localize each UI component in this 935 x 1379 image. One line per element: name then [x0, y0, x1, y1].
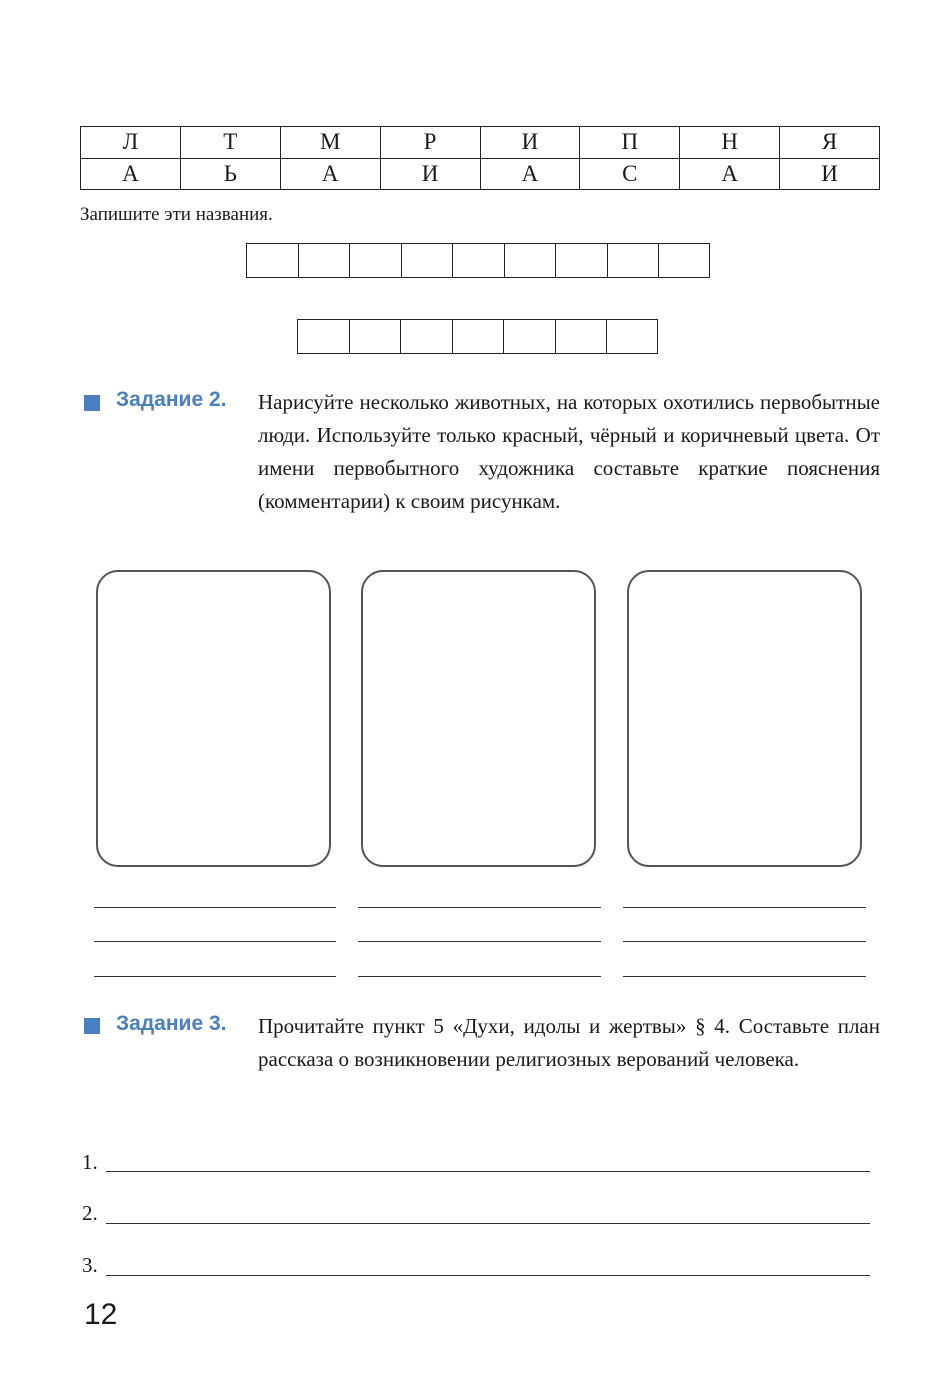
letter-grid-row-1: [81, 127, 880, 159]
letter-cell: И: [380, 158, 480, 190]
task2-text: Нарисуйте несколько животных, на которых охотились первобытные люди. Используйте только красный, чёрный и коричневый цвета. От имени первобытного художника составьте краткие пояснения (комментарии) к своим рисункам.: [258, 390, 880, 513]
answer-cell[interactable]: [349, 319, 401, 354]
caption-answer-line[interactable]: [358, 976, 601, 977]
caption-answer-line[interactable]: [358, 941, 601, 942]
answer-row-1: [246, 243, 710, 278]
caption-answer-line[interactable]: [358, 907, 601, 908]
task3-text: Прочитайте пункт 5 «Духи, идолы и жертвы» § 4. Составьте план рассказа о возникновении религиозных верований человека.: [258, 1014, 880, 1071]
letter-cell: Я: [780, 127, 880, 159]
letter-cell: Н: [680, 127, 780, 159]
caption-answer-line[interactable]: [94, 976, 336, 977]
task-bullet-icon: [84, 395, 100, 411]
answer-cell[interactable]: [504, 243, 556, 278]
answer-cell[interactable]: [452, 243, 504, 278]
letter-cell: А: [680, 158, 780, 190]
answer-cell[interactable]: [297, 319, 349, 354]
letter-cell: С: [580, 158, 680, 190]
answer-cell[interactable]: [658, 243, 710, 278]
page-number: 12: [84, 1298, 118, 1331]
caption-answer-line[interactable]: [623, 907, 866, 908]
letter-cell: Т: [180, 127, 280, 159]
letter-cell: А: [81, 158, 181, 190]
answer-cell[interactable]: [349, 243, 401, 278]
plan-answer-line[interactable]: [106, 1223, 870, 1224]
drawing-frame-1[interactable]: [96, 570, 331, 867]
answer-cell[interactable]: [298, 243, 350, 278]
letter-cell: П: [580, 127, 680, 159]
answer-cell[interactable]: [503, 319, 555, 354]
caption-answer-line[interactable]: [94, 907, 336, 908]
letter-cell: Ь: [180, 158, 280, 190]
caption-answer-line[interactable]: [623, 976, 866, 977]
letter-grid: [80, 126, 880, 190]
letter-cell: М: [280, 127, 380, 159]
plan-answer-line[interactable]: [106, 1275, 870, 1276]
letter-cell: И: [780, 158, 880, 190]
letter-grid-row-2: [81, 158, 880, 190]
caption-answer-line[interactable]: [94, 941, 336, 942]
answer-cell[interactable]: [400, 319, 452, 354]
instruction-text: Запишите эти названия.: [80, 204, 273, 225]
answer-cell[interactable]: [452, 319, 504, 354]
drawing-frame-3[interactable]: [627, 570, 862, 867]
letter-cell: Р: [380, 127, 480, 159]
answer-cell[interactable]: [606, 319, 658, 354]
letter-cell: Л: [81, 127, 181, 159]
letter-cell: И: [480, 127, 580, 159]
task-bullet-icon: [84, 1018, 100, 1034]
caption-answer-line[interactable]: [623, 941, 866, 942]
drawing-frame-2[interactable]: [361, 570, 596, 867]
plan-answer-line[interactable]: [106, 1171, 870, 1172]
answer-cell[interactable]: [246, 243, 298, 278]
letter-cell: А: [480, 158, 580, 190]
letter-cell: А: [280, 158, 380, 190]
task3-label: Задание 3.: [116, 1012, 227, 1035]
answer-row-2: [297, 319, 658, 354]
plan-item-number: 3.: [82, 1253, 98, 1277]
task2-label: Задание 2.: [116, 388, 227, 411]
answer-cell[interactable]: [607, 243, 659, 278]
answer-cell[interactable]: [401, 243, 453, 278]
answer-cell[interactable]: [555, 243, 607, 278]
plan-item-number: 1.: [82, 1150, 98, 1174]
plan-item-number: 2.: [82, 1201, 98, 1225]
answer-cell[interactable]: [555, 319, 607, 354]
